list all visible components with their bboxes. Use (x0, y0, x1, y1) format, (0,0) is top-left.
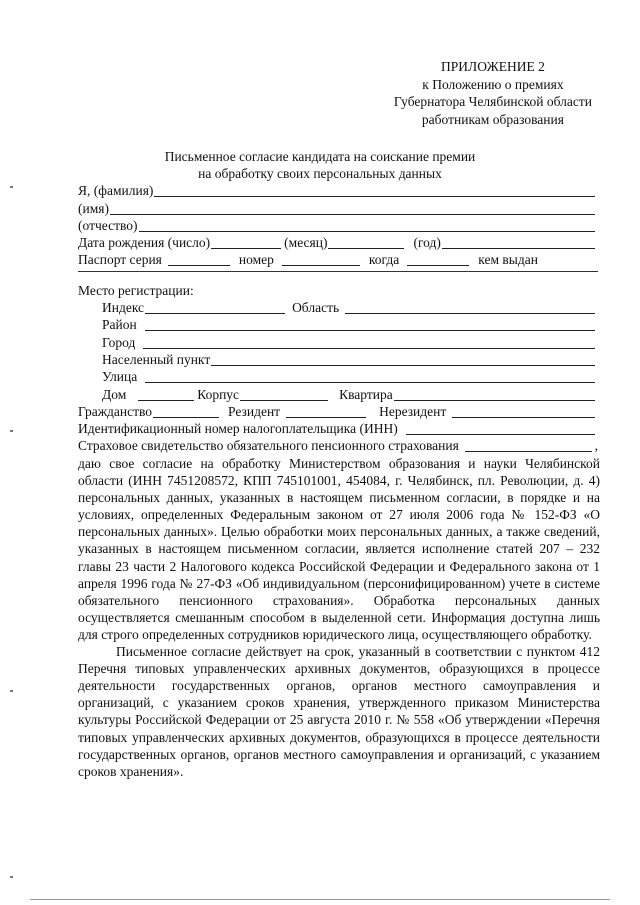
passport-number-field[interactable] (282, 253, 360, 266)
citizenship-row (78, 403, 598, 420)
snils-row (78, 437, 598, 454)
region-field[interactable] (345, 301, 595, 314)
page-bottom-edge (30, 899, 610, 900)
nonresident-label: Нерезидент (379, 403, 447, 419)
settlement-row (78, 351, 598, 368)
city-field[interactable] (143, 336, 595, 349)
street-label: Улица (102, 369, 138, 385)
city-row (78, 333, 598, 350)
apartment-field[interactable] (394, 388, 595, 401)
birth-year-label: (год) (413, 235, 441, 251)
passport-issued-by-label: кем выдан (478, 252, 538, 268)
passport-when-field[interactable] (407, 253, 469, 266)
district-label: Район (102, 317, 137, 333)
passport-issued-by-field[interactable] (78, 271, 598, 272)
region-label: Область (292, 300, 340, 316)
appendix-line-2: Губернатора Челябинской области (393, 94, 592, 109)
citizenship-field[interactable] (153, 405, 219, 418)
name-field[interactable] (110, 202, 595, 215)
house-label: Дом (102, 386, 127, 402)
appendix-title: ПРИЛОЖЕНИЕ 2 (441, 59, 545, 74)
snils-comma: , (594, 438, 598, 454)
birth-date-row (78, 234, 598, 251)
name-label: (имя) (78, 200, 109, 216)
document-title-line-2: на обработку своих персональных данных (198, 166, 442, 181)
apartment-label: Квартира (339, 386, 393, 402)
street-row (78, 368, 598, 385)
patronymic-field[interactable] (139, 219, 595, 232)
index-field[interactable] (145, 301, 285, 314)
district-row (78, 316, 598, 333)
patronymic-label: (отчество) (78, 217, 138, 233)
birth-day-field[interactable] (211, 236, 281, 249)
settlement-label: Населенный пункт (102, 351, 211, 367)
building-field[interactable] (240, 388, 328, 401)
scan-speck (10, 186, 13, 188)
patronymic-row (78, 217, 598, 234)
document-title-line-1: Письменное согласие кандидата на соискание премии (164, 149, 476, 164)
nonresident-field[interactable] (452, 405, 595, 418)
appendix-line-3: работникам образования (421, 111, 564, 127)
scan-speck (10, 876, 13, 878)
district-field[interactable] (145, 318, 595, 331)
surname-row (78, 182, 598, 199)
citizenship-label: Гражданство (78, 403, 153, 419)
passport-when-label: когда (368, 252, 400, 268)
birth-day-label: Дата рождения (число) (78, 235, 211, 251)
resident-field[interactable] (286, 405, 366, 418)
snils-field[interactable] (465, 439, 592, 452)
appendix-line-1: к Положению о премиях (422, 76, 564, 92)
passport-number-label: номер (238, 252, 274, 268)
registration-label: Место регистрации: (78, 282, 194, 298)
scan-speck (10, 430, 13, 432)
street-field[interactable] (145, 370, 595, 383)
appendix-header (394, 58, 592, 128)
name-row (78, 199, 598, 216)
index-label: Индекс (102, 300, 145, 316)
inn-row (78, 420, 598, 437)
snils-label: Страховое свидетельство обязательного пенсионного страхования (78, 438, 459, 454)
city-label: Город (102, 334, 136, 350)
personal-data-form (78, 182, 598, 454)
passport-series-field[interactable] (168, 253, 230, 266)
document-title (0, 148, 640, 182)
birth-month-field[interactable] (328, 236, 404, 249)
house-field[interactable] (138, 388, 194, 401)
passport-row (78, 251, 598, 268)
index-region-row (78, 299, 598, 316)
passport-series-label: Паспорт серия (78, 252, 162, 268)
consent-paragraph: даю свое согласие на обработку Министерством образования и науки Челябинской области (ИНН 7451208572, КПП 745101001, 454084, г. Челябинск, пл. Революции, д. 4) персональных данных, указанных в настоящем письменном согласии, в порядке и на условиях, определенных Федеральным законом от 27 июля 2006 года № 152-ФЗ «О персональных данных». Целью обработки моих персональных данных, а также сведений, указанных в настоящем письменном согласии, является исполнение статей 207 – 232 главы 23 части 2 Налогового кодекса Российской Федерации и Федерального закона от 1 апреля 1996 года № 27-ФЗ «Об индивидуальном (персонифицированном) учете в системе обязательного пенсионного страхования». Обработка персональных данных осуществляется смешанным способом в выделенной сети. Информация доступна лишь для строго определенных сотрудников юридического лица, осуществляющего обработку. (78, 456, 600, 642)
building-label: Корпус (197, 386, 240, 402)
inn-field[interactable] (406, 422, 595, 435)
house-row (78, 385, 598, 402)
registration-row (78, 281, 598, 298)
inn-label: Идентификационный номер налогоплательщика (ИНН) (78, 421, 398, 437)
validity-paragraph: Письменное согласие действует на срок, указанный в соответствии с пунктом 412 Перечня типовых управленческих архивных документов, образующихся в процессе деятельности государственных органов, органов местного самоуправления и организаций, с указанием сроков хранения, утвержденного приказом Министерства культуры Российской Федерации от 25 августа 2010 г. № 558 «Об утверждении «Перечня типовых управленческих архивных документов, образующихся в процессе деятельности государственных органов, органов местного самоуправления и организаций, с указанием сроков хранения». (78, 644, 600, 779)
birth-month-label: (месяц) (284, 235, 328, 251)
surname-field[interactable] (154, 184, 595, 197)
birth-year-field[interactable] (442, 236, 595, 249)
resident-label: Резидент (228, 403, 281, 419)
settlement-field[interactable] (211, 353, 595, 366)
scan-speck (10, 690, 13, 692)
consent-body (78, 455, 600, 780)
surname-label: Я, (фамилия) (78, 183, 154, 199)
